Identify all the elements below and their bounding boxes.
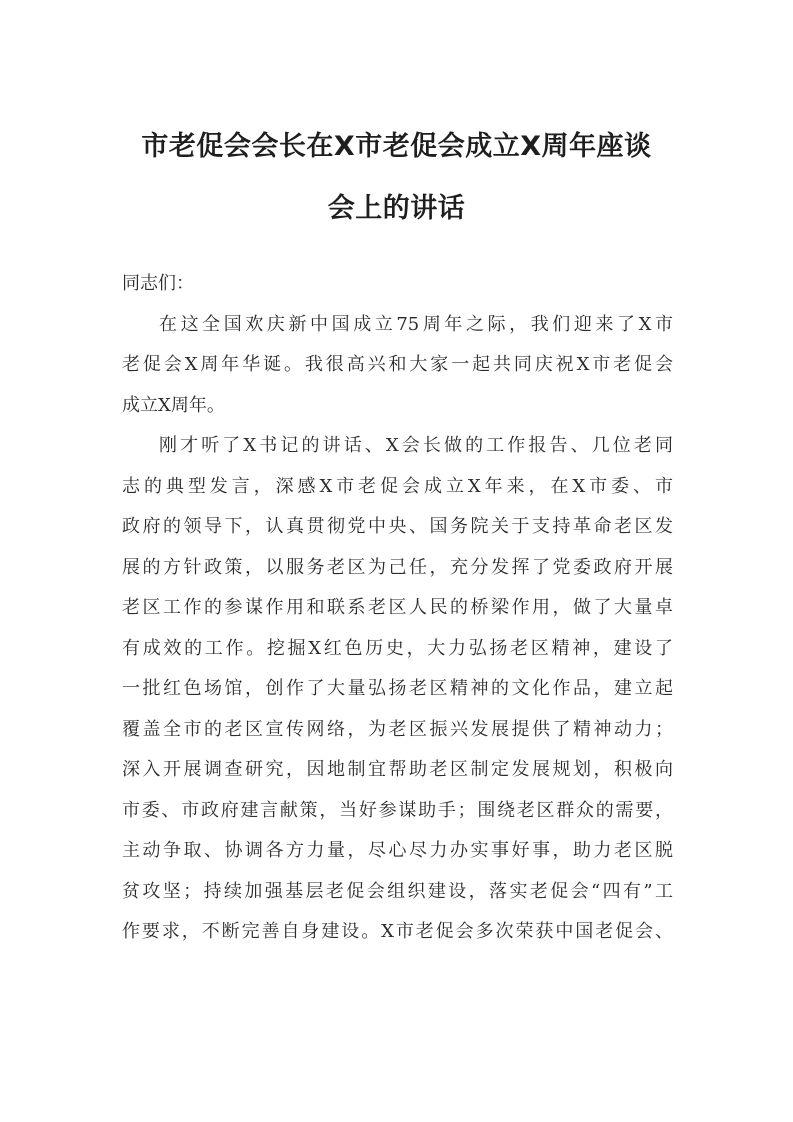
paragraph-2-line-4: 展的方针政策，以服务老区为己任，充分发挥了党委政府开展 — [122, 556, 673, 578]
paragraph-2-line-9: 深入开展调查研究，因地制宜帮助老区制定发展规划，积极向 — [122, 759, 673, 780]
greeting: 同志们： — [122, 273, 194, 294]
paragraph-1-line-1: 在这全国欢庆新中国成立75周年之际，我们迎来了X市 — [159, 313, 673, 335]
document-body — [122, 264, 673, 953]
document-title-line-2: 会上的讲话 — [327, 193, 466, 224]
paragraph-2-line-6: 有成效的工作。挖掘X红色历史，大力弘扬老区精神，建设了 — [122, 637, 673, 659]
paragraph-2-line-5: 老区工作的参谋作用和联系老区人民的桥梁作用，做了大量卓 — [122, 597, 673, 618]
paragraph-2-line-3: 政府的领导下，认真贯彻党中央、国务院关于支持革命老区发 — [122, 516, 673, 537]
paragraph-1-line-3: 成立X周年。 — [122, 394, 225, 416]
paragraph-1-line-2: 老促会X周年华诞。我很高兴和大家一起共同庆祝X市老促会 — [122, 354, 673, 375]
paragraph-2-line-13: 作要求，不断完善自身建设。X市老促会多次荣获中国老促会、 — [122, 921, 673, 942]
paragraph-2-line-2: 志的典型发言，深感X市老促会成立X年来，在X市委、市 — [122, 475, 673, 497]
paragraph-2-line-10: 市委、市政府建言献策，当好参谋助手；围绕老区群众的需要， — [122, 799, 673, 821]
paragraph-2-line-12: 贫攻坚；持续加强基层老促会组织建设，落实老促会“四有”工 — [122, 880, 673, 902]
paragraph-2-line-8: 覆盖全市的老区宣传网络，为老区振兴发展提供了精神动力； — [122, 718, 673, 740]
paragraph-2-line-11: 主动争取、协调各方力量，尽心尽力办实事好事，助力老区脱 — [122, 840, 673, 861]
document-title-line-1: 市老促会会长在X市老促会成立X周年座谈 — [141, 131, 652, 162]
paragraph-2-line-7: 一批红色场馆，创作了大量弘扬老区精神的文化作品，建立起 — [122, 678, 673, 699]
paragraph-2-line-1: 刚才听了X书记的讲话、X会长做的工作报告、几位老同 — [159, 435, 673, 456]
